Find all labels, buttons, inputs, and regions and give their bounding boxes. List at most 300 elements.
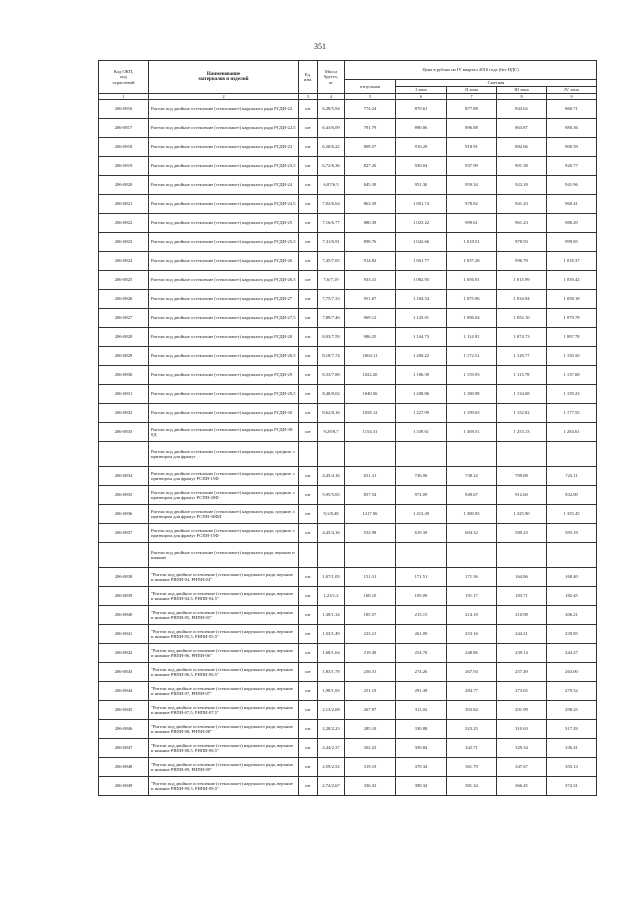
cell-zone-2: 896.88	[447, 119, 497, 138]
cell-zone-3: 901.38	[497, 157, 547, 176]
cell-code: 206-0848	[99, 758, 149, 777]
cell-zone-4: 1 137.68	[547, 366, 597, 385]
cell-zone-1: 215.15	[396, 606, 447, 625]
cell-mass	[318, 543, 345, 568]
cell-zone-2: 738.22	[447, 467, 497, 486]
cell-mass: 2,44/2,37	[318, 739, 345, 758]
cell-zone-4: 298.25	[547, 701, 597, 720]
header-mass-line: кг	[328, 79, 334, 85]
cell-zone-2	[447, 442, 497, 467]
cell-zone-1: 1 104.54	[396, 290, 447, 309]
column-number: 7	[447, 94, 497, 100]
cell-code: 206-0833	[99, 423, 149, 442]
table-row	[99, 467, 597, 486]
cell-name: Ригели под двойное остекление (стеклопакет) наружного ряда РСДИ-23,5	[149, 157, 299, 176]
cell-zone-3: 366.45	[497, 777, 547, 796]
table-row	[99, 625, 597, 644]
cell-unit: шт	[299, 587, 318, 606]
cell-zone-4: 593.19	[547, 524, 597, 543]
cell-wholesale: 809.57	[345, 138, 396, 157]
cell-code: 206-0837	[99, 524, 149, 543]
cell-name: "Ригели под двойное остекление (стеклопакет) наружного ряда, верхние и нижние РВПИ-09,5, РНПИ-09,5"	[149, 777, 299, 796]
cell-zone-2: 1 308.51	[447, 423, 497, 442]
cell-mass: 8,03/7,59	[318, 328, 345, 347]
cell-name: Ригели под двойное остекление (стеклопакет) наружного ряда РСДИ-26	[149, 252, 299, 271]
cell-zone-2: 342.71	[447, 739, 497, 758]
cell-wholesale: 236.31	[345, 663, 396, 682]
cell-unit: шт	[299, 157, 318, 176]
cell-name: Ригели под двойное остекление (стеклопакет) наружного ряда РСДИ-29,5	[149, 385, 299, 404]
cell-wholesale: 151.31	[345, 568, 396, 587]
cell-zone-1: 1 082.95	[396, 271, 447, 290]
cell-zone-1	[396, 543, 447, 568]
cell-zone-3: 210.98	[497, 606, 547, 625]
table-row	[99, 739, 597, 758]
cell-wholesale: 251.19	[345, 682, 396, 701]
cell-name: Ригели под двойное остекление (стеклопакет) наружного ряда РСДИ-24	[149, 176, 299, 195]
cell-zone-4: 1 150.50	[547, 347, 597, 366]
cell-name: Ригели под двойное остекление (стеклопакет) наружного ряда, средние, с притвором для фрамуг РСПИ-30ФЛ	[149, 505, 299, 524]
cell-mass: 7,45/7,05	[318, 252, 345, 271]
cell-mass: 7,89/7,46	[318, 309, 345, 328]
cell-zone-1: 171.51	[396, 568, 447, 587]
cell-code: 206-0816	[99, 100, 149, 119]
cell-zone-1: 195.09	[396, 587, 447, 606]
cell-mass: 8,62/8,16	[318, 404, 345, 423]
header-zone: II зона	[447, 87, 497, 94]
cell-code: 206-0847	[99, 739, 149, 758]
cell-wholesale: 827.26	[345, 157, 396, 176]
header-zone: IV зона	[547, 87, 597, 94]
cell-code	[99, 543, 149, 568]
cell-zone-4: 860.71	[547, 100, 597, 119]
cell-mass: 6,58/6,22	[318, 138, 345, 157]
cell-name: Ригели под двойное остекление (стеклопакет) наружного ряда РСДИ-27	[149, 290, 299, 309]
cell-name: "Ригели под двойное остекление (стеклопакет) наружного ряда, верхние и нижние РВПИ-08, РНПИ-08"	[149, 720, 299, 739]
cell-name: "Ригели под двойное остекление (стеклопакет) наружного ряда, верхние и нижние РВПИ-04, РНПИ-04"	[149, 568, 299, 587]
cell-name: "Ригели под двойное остекление (стеклопакет) наружного ряда, верхние и нижние РВПИ-05, РНПИ-05"	[149, 606, 299, 625]
cell-wholesale: 863.39	[345, 195, 396, 214]
cell-mass: 9,1/8,48	[318, 505, 345, 524]
cell-zone-1: 1 125.01	[396, 309, 447, 328]
cell-wholesale: 969.12	[345, 309, 396, 328]
cell-unit: шт	[299, 524, 318, 543]
cell-zone-1: 951.30	[396, 176, 447, 195]
cell-zone-4: 1 039.42	[547, 271, 597, 290]
table-row	[99, 252, 597, 271]
header-wholesale: отпускная	[345, 80, 396, 94]
page-number: 351	[314, 42, 326, 51]
header-mass-line: Масса	[324, 68, 338, 74]
cell-zone-3: 244.21	[497, 625, 547, 644]
cell-name: Ригели под двойное остекление (стеклопакет) наружного ряда, средние, с притвором для фрамуг	[149, 442, 299, 467]
cell-code: 206-0838	[99, 568, 149, 587]
cell-wholesale: 223.21	[345, 625, 396, 644]
cell-code: 206-0824	[99, 252, 149, 271]
cell-wholesale: 1058.12	[345, 404, 396, 423]
cell-code: 206-0835	[99, 486, 149, 505]
cell-wholesale: 651.31	[345, 467, 396, 486]
cell-zone-1: 274.26	[396, 663, 447, 682]
cell-code: 206-0844	[99, 682, 149, 701]
cell-zone-2: 248.86	[447, 644, 497, 663]
cell-wholesale: 1154.31	[345, 423, 396, 442]
cell-zone-1: 1 200.22	[396, 347, 447, 366]
cell-name: Ригели под двойное остекление (стеклопакет) наружного ряда, средние, с притвором для фрамуг РСПИ-15Ф	[149, 467, 299, 486]
cell-zone-2: 253.16	[447, 625, 497, 644]
table-row	[99, 100, 597, 119]
cell-zone-1: 291.49	[396, 682, 447, 701]
cell-code: 206-0829	[99, 347, 149, 366]
cell-zone-3: 347.67	[497, 758, 547, 777]
cell-unit: шт	[299, 404, 318, 423]
cell-unit: шт	[299, 606, 318, 625]
cell-name: Ригели под двойное остекление (стеклопакет) наружного ряда РСДИ-28,5	[149, 347, 299, 366]
column-number: 6	[396, 94, 447, 100]
header-zone: I зона	[396, 87, 447, 94]
cell-wholesale: 285.10	[345, 720, 396, 739]
cell-unit: шт	[299, 328, 318, 347]
cell-code: 206-0843	[99, 663, 149, 682]
cell-unit: шт	[299, 271, 318, 290]
header-code-line: код	[120, 74, 127, 80]
header-row	[99, 61, 597, 80]
table-row	[99, 271, 597, 290]
cell-unit: шт	[299, 366, 318, 385]
header-code	[99, 61, 149, 94]
cell-code: 206-0821	[99, 195, 149, 214]
cell-mass: 2,28/2,23	[318, 720, 345, 739]
cell-unit: шт	[299, 701, 318, 720]
cell-unit: шт	[299, 758, 318, 777]
table-body	[99, 100, 597, 796]
cell-mass: 2,74/2,67	[318, 777, 345, 796]
cell-name: Ригели под двойное остекление (стеклопакет) наружного ряда РСДИ-29	[149, 366, 299, 385]
cell-zone-3: 310.63	[497, 720, 547, 739]
cell-unit: шт	[299, 505, 318, 524]
cell-unit: шт	[299, 119, 318, 138]
cell-zone-3: 1 034.94	[497, 290, 547, 309]
cell-zone-4: 182.45	[547, 587, 597, 606]
cell-zone-4: 1 177.55	[547, 404, 597, 423]
table-row	[99, 366, 597, 385]
cell-zone-1: 350.84	[396, 739, 447, 758]
cell-code	[99, 442, 149, 467]
cell-name: Ригели под двойное остекление (стеклопакет) наружного ряда, средние, с притвором для фрамуг РСПИ-20Ф	[149, 486, 299, 505]
cell-code: 206-0820	[99, 176, 149, 195]
table-row	[99, 138, 597, 157]
header-mass	[318, 61, 345, 94]
header-unit	[299, 61, 318, 94]
cell-zone-3: 1 052.10	[497, 309, 547, 328]
header-mass-line: брутто,	[323, 74, 339, 80]
cell-zone-2: 284.77	[447, 682, 497, 701]
column-number: 3	[299, 94, 318, 100]
header-name-line: материалов и изделий	[198, 77, 249, 82]
cell-code: 206-0828	[99, 328, 149, 347]
table-row	[99, 587, 597, 606]
cell-mass: 6,72/6,36	[318, 157, 345, 176]
cell-unit: шт	[299, 347, 318, 366]
cell-mass: 6,43/6,09	[318, 119, 345, 138]
cell-zone-3	[497, 442, 547, 467]
cell-name: Ригели под двойное остекление (стеклопакет) наружного ряда РСДИ-22,5	[149, 119, 299, 138]
cell-zone-3: 1 152.82	[497, 404, 547, 423]
cell-unit: шт	[299, 138, 318, 157]
cell-unit	[299, 543, 318, 568]
cell-name: "Ригели под двойное остекление (стеклопакет) наружного ряда, верхние и нижние РВПИ-08,5, РНПИ-08,5"	[149, 739, 299, 758]
cell-mass: 1,38/1,34	[318, 606, 345, 625]
table-row	[99, 328, 597, 347]
cell-unit	[299, 442, 318, 467]
cell-zone-2: 1 056.91	[447, 271, 497, 290]
table-row	[99, 423, 597, 442]
cell-zone-1: 972.09	[396, 486, 447, 505]
cell-mass: 1,83/1,78	[318, 663, 345, 682]
cell-name: Ригели под двойное остекление (стеклопакет) наружного ряда РСДИ-23	[149, 138, 299, 157]
cell-code: 206-0817	[99, 119, 149, 138]
cell-zone-4: 900.59	[547, 138, 597, 157]
cell-zone-1: 1 144.73	[396, 328, 447, 347]
cell-name: Ригели под двойное остекление (стеклопакет) наружного ряда РСДИ-25	[149, 214, 299, 233]
cell-zone-2: 171.56	[447, 568, 497, 587]
cell-zone-2: 1 159.93	[447, 366, 497, 385]
table-row	[99, 663, 597, 682]
cell-mass: 7,75/7,33	[318, 290, 345, 309]
header-code-line: Код ОКП,	[113, 68, 134, 74]
cell-zone-3: 882.66	[497, 138, 547, 157]
cell-zone-1: 1 001.74	[396, 195, 447, 214]
header-unit-line: Ед.	[304, 71, 312, 77]
cell-wholesale: 336.32	[345, 777, 396, 796]
cell-zone-3: 1 113.78	[497, 366, 547, 385]
column-number: 5	[345, 94, 396, 100]
column-number: 9	[547, 94, 597, 100]
cell-unit: шт	[299, 682, 318, 701]
cell-wholesale: 1004.11	[345, 347, 396, 366]
cell-zone-2: 877.88	[447, 100, 497, 119]
cell-code: 206-0832	[99, 404, 149, 423]
table-row	[99, 505, 597, 524]
cell-zone-3: 239.14	[497, 644, 547, 663]
table-row	[99, 701, 597, 720]
cell-zone-3: 1 015.99	[497, 271, 547, 290]
cell-wholesale: 933.31	[345, 271, 396, 290]
cell-mass: 7,16/6,77	[318, 214, 345, 233]
cell-mass: 7,31/6,91	[318, 233, 345, 252]
cell-unit: шт	[299, 739, 318, 758]
cell-zone-2: 361.79	[447, 758, 497, 777]
cell-unit: шт	[299, 195, 318, 214]
cell-code: 206-0849	[99, 777, 149, 796]
cell-mass: 1,23/1,2	[318, 587, 345, 606]
cell-zone-3: 863.87	[497, 119, 547, 138]
cell-zone-4: 168.40	[547, 568, 597, 587]
cell-zone-4: 1 058.18	[547, 290, 597, 309]
cell-zone-2: 959.34	[447, 176, 497, 195]
cell-zone-1: 1 208.86	[396, 385, 447, 404]
cell-mass: 5,95/5,65	[318, 486, 345, 505]
cell-code: 206-0819	[99, 157, 149, 176]
cell-mass: 8,33/7,88	[318, 366, 345, 385]
cell-zone-4: 263.00	[547, 663, 597, 682]
cell-wholesale: 986.25	[345, 328, 396, 347]
header-zone: III зона	[497, 87, 547, 94]
cell-unit: шт	[299, 100, 318, 119]
header-price-title: Цена в рублях на IV квартал 2016 года (без НДС)	[345, 61, 597, 80]
cell-unit: шт	[299, 290, 318, 309]
cell-zone-3: 843.62	[497, 100, 547, 119]
table-row	[99, 347, 597, 366]
table-row	[99, 309, 597, 328]
cell-zone-4: 999.85	[547, 233, 597, 252]
cell-zone-2: 918.91	[447, 138, 497, 157]
cell-zone-4: 880.36	[547, 119, 597, 138]
table-row	[99, 195, 597, 214]
cell-zone-1: 1 227.99	[396, 404, 447, 423]
header-code-line: отраслевой	[112, 79, 135, 85]
column-number: 1	[99, 94, 149, 100]
cell-name: "Ригели под двойное остекление (стеклопакет) наружного ряда, верхние и нижние РВПИ-07,5, РНПИ-07,5"	[149, 701, 299, 720]
cell-code: 206-0831	[99, 385, 149, 404]
cell-mass: 2,59/2,52	[318, 758, 345, 777]
cell-zone-1: 930.04	[396, 157, 447, 176]
cell-mass: 8,48/8,02	[318, 385, 345, 404]
cell-zone-2: 1 180.98	[447, 385, 497, 404]
cell-wholesale: 185.57	[345, 606, 396, 625]
cell-name: "Ригели под двойное остекление (стеклопакет) наружного ряда, верхние и нижние РВПИ-05,5, РНПИ-05,5"	[149, 625, 299, 644]
cell-name: "Ригели под двойное остекление (стеклопакет) наружного ряда, верхние и нижние РВПИ-04,5, РНПИ-04,5"	[149, 587, 299, 606]
cell-name: Ригели под двойное остекление (стеклопакет) наружного ряда РСДИ-22	[149, 100, 299, 119]
cell-zone-3: 164.86	[497, 568, 547, 587]
cell-mass: 7,6/7,19	[318, 271, 345, 290]
cell-zone-1: 736.06	[396, 467, 447, 486]
cell-wholesale: 857.54	[345, 486, 396, 505]
cell-zone-4: 932.00	[547, 486, 597, 505]
cell-zone-2: 978.82	[447, 195, 497, 214]
cell-zone-4: 941.96	[547, 176, 597, 195]
table-row	[99, 543, 597, 568]
cell-zone-3: 978.93	[497, 233, 547, 252]
cell-code: 206-0841	[99, 625, 149, 644]
cell-zone-1: 619.39	[396, 524, 447, 543]
cell-mass: 8,18/7,74	[318, 347, 345, 366]
table-row	[99, 568, 597, 587]
header-unit-line: изм.	[303, 77, 313, 82]
cell-zone-4: 206.21	[547, 606, 597, 625]
header-estimate: Сметная	[396, 80, 597, 87]
table-row	[99, 644, 597, 663]
cell-name: "Ригели под двойное остекление (стеклопакет) наружного ряда, верхние и нижние РВПИ-09, РНПИ-09"	[149, 758, 299, 777]
cell-zone-1	[396, 442, 447, 467]
cell-unit: шт	[299, 663, 318, 682]
cell-zone-1: 890.06	[396, 119, 447, 138]
cell-mass: 1,07/1,05	[318, 568, 345, 587]
cell-wholesale: 302.23	[345, 739, 396, 758]
cell-zone-2	[447, 543, 497, 568]
cell-name: Ригели под двойное остекление (стеклопакет) наружного ряда РСДИ-26,5	[149, 271, 299, 290]
cell-zone-4: 355.13	[547, 758, 597, 777]
cell-code: 206-0839	[99, 587, 149, 606]
cell-code: 206-0827	[99, 309, 149, 328]
cell-zone-1: 1 061.77	[396, 252, 447, 271]
table-row	[99, 176, 597, 195]
cell-name: "Ригели под двойное остекление (стеклопакет) наружного ряда, верхние и нижние РВПИ-06, РНПИ-06"	[149, 644, 299, 663]
cell-zone-3	[497, 543, 547, 568]
cell-zone-4: 960.41	[547, 195, 597, 214]
cell-zone-2: 1 172.51	[447, 347, 497, 366]
cell-mass	[318, 442, 345, 467]
cell-zone-3: 1 134.68	[497, 385, 547, 404]
cell-zone-3: 996.79	[497, 252, 547, 271]
cell-code: 206-0818	[99, 138, 149, 157]
cell-code: 206-0842	[99, 644, 149, 663]
cell-zone-2: 949.67	[447, 486, 497, 505]
cell-zone-4: 336.41	[547, 739, 597, 758]
cell-unit: шт	[299, 309, 318, 328]
cell-wholesale: 267.97	[345, 701, 396, 720]
cell-code: 206-0845	[99, 701, 149, 720]
cell-mass: 6,28/5,94	[318, 100, 345, 119]
cell-zone-1: 1 413.49	[396, 505, 447, 524]
column-number: 4	[318, 94, 345, 100]
cell-zone-2: 999.61	[447, 214, 497, 233]
cell-unit: шт	[299, 467, 318, 486]
cell-zone-1: 1 339.61	[396, 423, 447, 442]
cell-zone-4: 1 355.45	[547, 505, 597, 524]
column-number: 8	[497, 94, 547, 100]
cell-zone-1: 330.88	[396, 720, 447, 739]
cell-code: 206-0822	[99, 214, 149, 233]
cell-code: 206-0830	[99, 366, 149, 385]
cell-name: Ригели под двойное остекление (стеклопакет) наружного ряда РСДИ-28	[149, 328, 299, 347]
cell-code: 206-0826	[99, 290, 149, 309]
cell-unit: шт	[299, 625, 318, 644]
cell-code: 206-0823	[99, 233, 149, 252]
cell-wholesale: 319.19	[345, 758, 396, 777]
header-name	[149, 61, 299, 94]
cell-mass: 1,53/1,49	[318, 625, 345, 644]
cell-mass: 4,45/4,16	[318, 524, 345, 543]
table-row	[99, 606, 597, 625]
cell-unit: шт	[299, 252, 318, 271]
cell-zone-1: 311.02	[396, 701, 447, 720]
cell-code: 206-0834	[99, 467, 149, 486]
cell-zone-2: 381.34	[447, 777, 497, 796]
cell-unit: шт	[299, 214, 318, 233]
table-row	[99, 290, 597, 309]
header-name-line: Наименование	[206, 71, 241, 77]
cell-zone-3: 183.71	[497, 587, 547, 606]
cell-name: Ригели под двойное остекление (стеклопакет) наружного ряда РСДИ-25,5	[149, 233, 299, 252]
cell-unit: шт	[299, 644, 318, 663]
cell-zone-3: 912.60	[497, 486, 547, 505]
table-row	[99, 682, 597, 701]
cell-zone-2: 937.99	[447, 157, 497, 176]
table-row	[99, 777, 597, 796]
cell-name: "Ригели под двойное остекление (стеклопакет) наружного ряда, верхние и нижние РВПИ-06,5, РНПИ-06,5"	[149, 663, 299, 682]
cell-zone-2: 1 199.63	[447, 404, 497, 423]
table-row	[99, 119, 597, 138]
cell-zone-3: 961.23	[497, 214, 547, 233]
cell-wholesale: 532.98	[345, 524, 396, 543]
cell-zone-2: 604.32	[447, 524, 497, 543]
cell-zone-4: 723.11	[547, 467, 597, 486]
cell-code: 206-0836	[99, 505, 149, 524]
cell-wholesale	[345, 543, 396, 568]
cell-unit: шт	[299, 176, 318, 195]
cell-zone-2: 214.18	[447, 606, 497, 625]
